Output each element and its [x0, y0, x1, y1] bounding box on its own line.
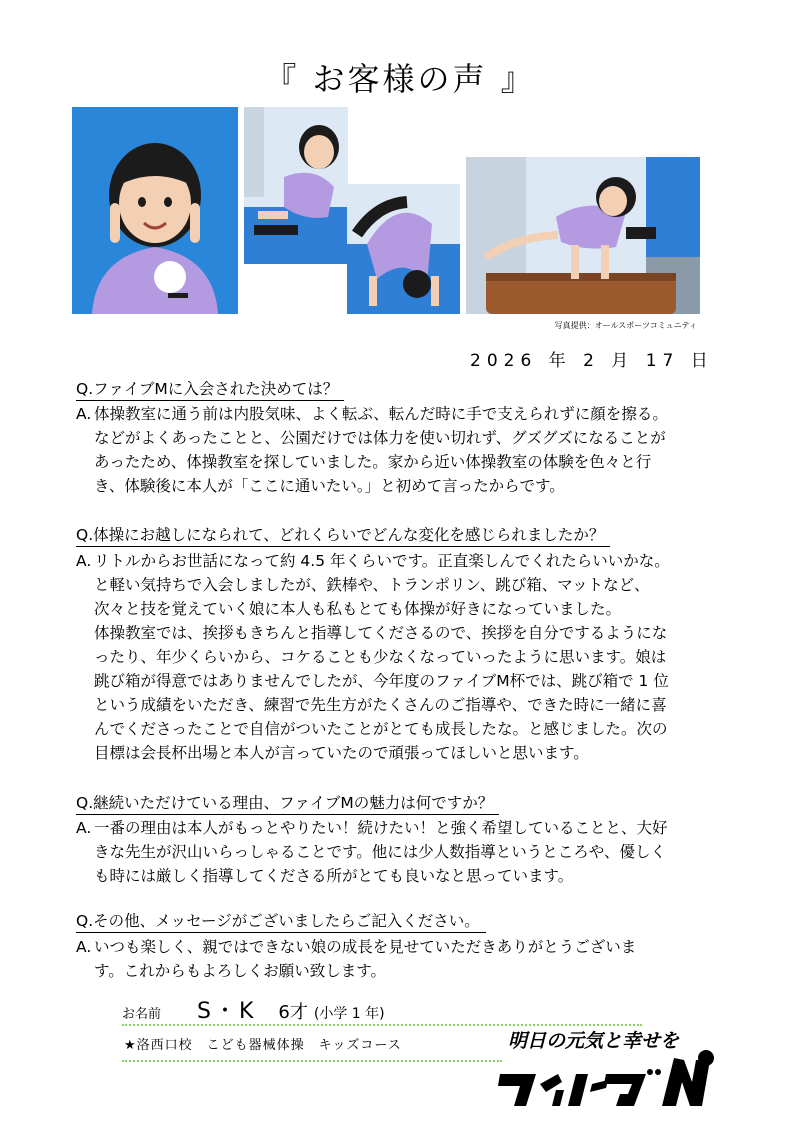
dotted-divider — [122, 1060, 502, 1062]
photo-bridge-pose — [347, 184, 460, 314]
photo-vaulting-box — [466, 157, 700, 314]
answer-4 — [76, 935, 716, 983]
answer-text: 体操教室に通う前は内股気味、よく転ぶ、転んだ時に手で支えられずに顔を擦る。 などがよくあったことと、公園だけでは体力を使い切れず、グズグズになることが あったため、体操教室を探していました。家から近い体操教室の体験を色々と行 き、体験後に本人が「ここに通いたい。」と初めて言ったからです。 — [94, 405, 668, 495]
answer-text: 一番の理由は本人がもっとやりたい！続けたい！と強く希望していることと、大好 きな先生が沢山いらっしゃることです。他には少人数指導というところや、優しく も時には厳しく指導してくださる所がとても良いなと思っています。 — [94, 819, 668, 885]
answer-2 — [76, 549, 716, 765]
answer-prefix: A. — [76, 552, 92, 570]
name-row — [122, 994, 385, 1025]
question-2: Q.体操にお越しになられて、どれくらいでどんな変化を感じられましたか？ — [76, 524, 610, 547]
age: 6才 — [278, 1002, 308, 1023]
photo-mat-exercise — [244, 107, 348, 264]
slogan: 明日の元気と幸せを — [508, 1030, 680, 1052]
answer-prefix: A. — [76, 405, 92, 423]
photo-peace-sign — [72, 107, 238, 314]
date: 2026 年 2 月 17 日 — [470, 351, 714, 371]
name-label: お名前 — [122, 1007, 162, 1022]
name-value: S・K — [197, 999, 257, 1024]
answer-text: いつも楽しく、親ではできない娘の成長を見せていただきありがとうございま す。これからもよろしくお願い致します。 — [94, 938, 637, 980]
answer-1 — [76, 402, 716, 498]
grade: (小学 1 年) — [313, 1006, 385, 1022]
question-3: Q.継続いただけている理由、ファイブMの魅力は何ですか？ — [76, 792, 499, 815]
question-4: Q.その他、メッセージがございましたらご記入ください。 — [76, 910, 486, 933]
question-1: Q.ファイブMに入会された決めては？ — [76, 378, 344, 401]
answer-3 — [76, 816, 716, 888]
school-course: ★洛西口校 こども器械体操 キッズコース — [124, 1038, 402, 1053]
answer-prefix: A. — [76, 938, 92, 956]
photo-credit: 写真提供：オールスポーツコミュニティ — [554, 321, 697, 330]
page-title: 『 お客様の声 』 — [264, 60, 536, 98]
answer-text: リトルからお世話になって約 4.5 年くらいです。正直楽しんでくれたらいいかな。 と軽い気持ちで入会しましたが、鉄棒や、トランポリン、跳び箱、マットなど、 次々と技を覚えていく娘に本人も私もとても体操が好きになっていました。 体操教室では、挨拶もきちんと指導してくださるので、挨拶を自分でするようにな ったり、年少くらいから、コケることも少なくなっていったように思います。娘は 跳び箱が得意ではありませんでしたが、今年度のファイブM杯では、跳び箱で 1 位 という成績をいただき、練習で先生方がたくさんのご指導や、できた時に一緒に喜 んでくださったことで自信がついたことがとても成長したな。と感じました。次の 目標は会長杯出場と本人が言っていたので頑張ってほしいと思います。 — [94, 552, 670, 762]
answer-prefix: A. — [76, 819, 92, 837]
five-m-logo — [496, 1050, 722, 1110]
